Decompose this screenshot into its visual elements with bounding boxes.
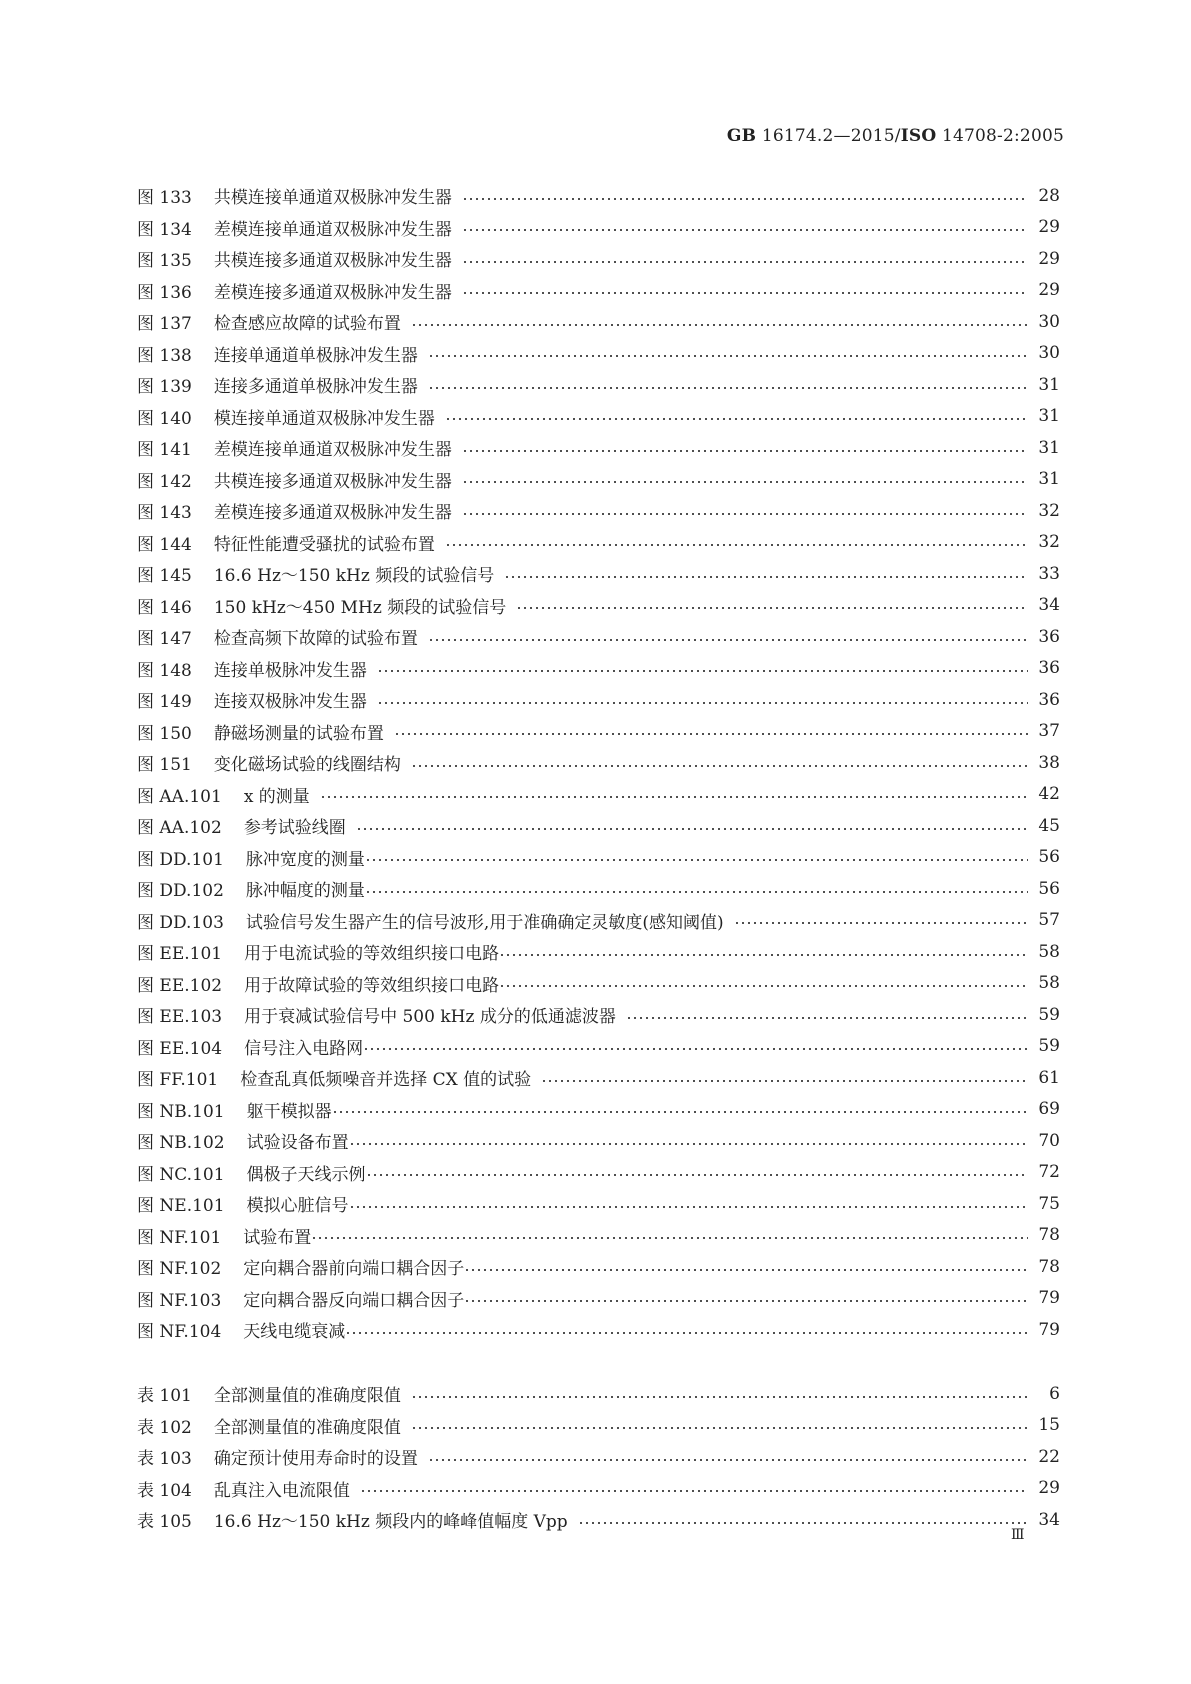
dot-leader — [349, 1143, 1029, 1145]
dot-leader — [462, 481, 1029, 483]
dot-leader — [428, 639, 1029, 641]
entry-page: 30 — [1038, 311, 1060, 332]
entry-title: 参考试验线圈 — [243, 818, 346, 839]
entry-title: 试验布置 — [243, 1227, 312, 1248]
dot-leader — [349, 1206, 1029, 1208]
dot-leader — [411, 324, 1029, 326]
dot-leader — [411, 1396, 1030, 1398]
entry-title: 检查高频下故障的试验布置 — [213, 629, 418, 650]
figure-entry — [137, 306, 1060, 338]
entry-page: 6 — [1049, 1383, 1060, 1404]
entry-title: 共模连接多通道双极脉冲发生器 — [213, 471, 452, 492]
entry-page: 32 — [1038, 500, 1060, 521]
entry-page: 36 — [1038, 658, 1060, 679]
dot-leader — [394, 733, 1029, 735]
entry-number: 图 140 — [137, 408, 192, 429]
entry-number: 图 NB.102 — [137, 1133, 225, 1154]
entry-title: 共模连接单通道双极脉冲发生器 — [213, 188, 452, 209]
dot-leader — [445, 418, 1029, 420]
figure-entry — [137, 527, 1060, 559]
figure-entry — [137, 1314, 1060, 1346]
entry-title: 试验信号发生器产生的信号波形,用于准确确定灵敏度(感知阈值) — [245, 912, 724, 933]
entry-title: 特征性能遭受骚扰的试验布置 — [213, 534, 435, 555]
entry-number: 图 151 — [137, 755, 192, 776]
dot-leader — [411, 1427, 1029, 1429]
entry-page: 37 — [1038, 721, 1060, 742]
dot-leader — [541, 1080, 1028, 1082]
entry-title: 信号注入电路网 — [244, 1038, 364, 1059]
entry-number: 图 NC.101 — [137, 1164, 225, 1185]
dot-leader — [504, 576, 1028, 578]
entry-page: 79 — [1038, 1319, 1060, 1340]
table-entry — [137, 1441, 1060, 1473]
entry-page: 36 — [1038, 626, 1060, 647]
entry-title: 偶极子天线示例 — [246, 1164, 366, 1185]
entry-number: 图 150 — [137, 723, 192, 744]
entry-title: 确定预计使用寿命时的设置 — [213, 1449, 418, 1470]
entry-title: 连接单极脉冲发生器 — [213, 660, 367, 681]
entry-number: 图 143 — [137, 503, 192, 524]
entry-title: 检查乱真低频噪音并选择 CX 值的试验 — [240, 1070, 532, 1091]
dot-leader — [365, 859, 1028, 861]
entry-number: 图 EE.101 — [137, 944, 223, 965]
figure-entry — [137, 243, 1060, 275]
entry-page: 29 — [1038, 280, 1060, 301]
entry-number: 图 138 — [137, 345, 192, 366]
entry-title: 定向耦合器反向端口耦合因子 — [243, 1290, 465, 1311]
dot-leader — [445, 544, 1029, 546]
dot-leader — [360, 1490, 1029, 1492]
entry-title: 差模连接多通道双极脉冲发生器 — [213, 503, 452, 524]
entry-title: x 的测量 — [243, 786, 310, 807]
entry-title: 全部测量值的准确度限值 — [213, 1417, 401, 1438]
entry-title: 脉冲幅度的测量 — [245, 881, 365, 902]
dot-leader — [499, 985, 1028, 987]
entry-number: 图 147 — [137, 629, 192, 650]
entry-number: 图 EE.103 — [137, 1007, 223, 1028]
entry-page: 34 — [1038, 1509, 1060, 1530]
figure-entry — [137, 873, 1060, 905]
figure-entry — [137, 842, 1060, 874]
figure-entry — [137, 1125, 1060, 1157]
entry-page: 33 — [1038, 563, 1060, 584]
entry-title: 试验设备布置 — [246, 1133, 349, 1154]
entry-page: 56 — [1038, 847, 1060, 868]
entry-number: 图 EE.104 — [137, 1038, 223, 1059]
figure-entry — [137, 905, 1060, 937]
table-entry — [137, 1378, 1060, 1410]
entry-page: 38 — [1038, 752, 1060, 773]
dot-leader — [626, 1017, 1029, 1019]
entry-page: 56 — [1038, 878, 1060, 899]
entry-page: 69 — [1038, 1099, 1060, 1120]
entry-page: 15 — [1038, 1415, 1060, 1436]
entry-title: 16.6 Hz～150 kHz 频段的试验信号 — [213, 566, 495, 587]
entry-title: 差模连接单通道双极脉冲发生器 — [213, 219, 452, 240]
entry-number: 图 NE.101 — [137, 1196, 225, 1217]
figure-entry — [137, 684, 1060, 716]
entry-page: 79 — [1038, 1288, 1060, 1309]
entry-number: 图 148 — [137, 660, 192, 681]
dot-leader — [366, 1174, 1029, 1176]
figure-entry — [137, 338, 1060, 370]
entry-title: 静磁场测量的试验布置 — [213, 723, 384, 744]
figure-entry — [137, 779, 1060, 811]
dot-leader — [345, 1332, 1028, 1334]
entry-title: 模拟心脏信号 — [246, 1196, 349, 1217]
entry-page: 34 — [1038, 595, 1060, 616]
entry-page: 31 — [1038, 406, 1060, 427]
figure-entry — [137, 1094, 1060, 1126]
dot-leader — [320, 796, 1029, 798]
entry-number: 表 102 — [137, 1417, 192, 1438]
figure-entry — [137, 1157, 1060, 1189]
entry-page: 32 — [1038, 532, 1060, 553]
entry-number: 图 149 — [137, 692, 192, 713]
entry-title: 乱真注入电流限值 — [213, 1480, 350, 1501]
dot-leader — [734, 922, 1029, 924]
entry-title: 用于衰减试验信号中 500 kHz 成分的低通滤波器 — [244, 1007, 616, 1028]
dot-leader — [363, 1048, 1028, 1050]
entry-number: 图 134 — [137, 219, 192, 240]
entry-number: 图 AA.102 — [137, 818, 222, 839]
entry-title: 用于故障试验的等效组织接口电路 — [244, 975, 500, 996]
entry-page: 31 — [1038, 469, 1060, 490]
figure-entry — [137, 432, 1060, 464]
entry-page: 58 — [1038, 973, 1060, 994]
entry-page: 59 — [1038, 1004, 1060, 1025]
figure-entry — [137, 936, 1060, 968]
entry-number: 图 145 — [137, 566, 192, 587]
entry-number: 图 141 — [137, 440, 192, 461]
entry-page: 31 — [1038, 374, 1060, 395]
figure-list — [137, 180, 1060, 1346]
entry-page: 29 — [1038, 217, 1060, 238]
entry-number: 图 FF.101 — [137, 1070, 219, 1091]
header-gb: GB — [726, 126, 757, 146]
figure-entry — [137, 212, 1060, 244]
entry-number: 表 105 — [137, 1512, 192, 1533]
entry-page: 30 — [1038, 343, 1060, 364]
dot-leader — [428, 387, 1029, 389]
entry-number: 图 DD.102 — [137, 881, 224, 902]
entry-title: 连接多通道单极脉冲发生器 — [213, 377, 418, 398]
dot-leader — [311, 1237, 1028, 1239]
figure-entry — [137, 747, 1060, 779]
table-entry — [137, 1473, 1060, 1505]
entry-title: 变化磁场试验的线圈结构 — [213, 755, 401, 776]
entry-number: 图 146 — [137, 597, 192, 618]
dot-leader — [411, 765, 1029, 767]
figure-entry — [137, 1188, 1060, 1220]
dot-leader — [462, 198, 1029, 200]
entry-number: 图 AA.101 — [137, 786, 222, 807]
entry-title: 共模连接多通道双极脉冲发生器 — [213, 251, 452, 272]
dot-leader — [332, 1111, 1029, 1113]
entry-number: 图 DD.103 — [137, 912, 224, 933]
entry-number: 图 133 — [137, 188, 192, 209]
table-list — [137, 1378, 1060, 1536]
dot-leader — [428, 355, 1029, 357]
entry-number: 图 NF.101 — [137, 1227, 222, 1248]
entry-number: 表 104 — [137, 1480, 192, 1501]
figure-entry — [137, 369, 1060, 401]
dot-leader — [377, 670, 1029, 672]
entry-page: 28 — [1038, 185, 1060, 206]
entry-title: 脉冲宽度的测量 — [245, 849, 365, 870]
entry-page: 78 — [1038, 1225, 1060, 1246]
entry-page: 75 — [1038, 1193, 1060, 1214]
entry-page: 61 — [1038, 1067, 1060, 1088]
figure-entry — [137, 1283, 1060, 1315]
entry-title: 定向耦合器前向端口耦合因子 — [243, 1259, 465, 1280]
dot-leader — [462, 513, 1029, 515]
figure-entry — [137, 464, 1060, 496]
figure-entry — [137, 968, 1060, 1000]
entry-title: 躯干模拟器 — [246, 1101, 332, 1122]
header-iso: ISO — [900, 126, 937, 146]
table-entry — [137, 1504, 1060, 1536]
entry-page: 57 — [1038, 910, 1060, 931]
dot-leader — [499, 954, 1028, 956]
standard-number-header — [727, 126, 1064, 146]
entry-number: 图 142 — [137, 471, 192, 492]
header-number-1: 16174.2—2015/ — [761, 126, 901, 146]
entry-page: 36 — [1038, 689, 1060, 710]
entry-number: 图 NF.102 — [137, 1259, 222, 1280]
figure-entry — [137, 1251, 1060, 1283]
entry-number: 图 NF.103 — [137, 1290, 222, 1311]
entry-number: 图 135 — [137, 251, 192, 272]
entry-page: 22 — [1038, 1446, 1060, 1467]
dot-leader — [464, 1300, 1028, 1302]
entry-page: 70 — [1038, 1130, 1060, 1151]
dot-leader — [578, 1522, 1029, 1524]
dot-leader — [462, 229, 1029, 231]
entry-title: 检查感应故障的试验布置 — [213, 314, 401, 335]
figure-entry — [137, 558, 1060, 590]
dot-leader — [365, 891, 1028, 893]
entry-title: 150 kHz～450 MHz 频段的试验信号 — [213, 597, 507, 618]
entry-title: 天线电缆衰减 — [243, 1322, 346, 1343]
figure-entry — [137, 810, 1060, 842]
entry-number: 图 139 — [137, 377, 192, 398]
table-entry — [137, 1410, 1060, 1442]
entry-number: 图 137 — [137, 314, 192, 335]
entry-number: 图 DD.101 — [137, 849, 224, 870]
figure-entry — [137, 1031, 1060, 1063]
figure-entry — [137, 495, 1060, 527]
page-folio: Ⅲ — [1011, 1527, 1025, 1543]
dot-leader — [462, 292, 1029, 294]
figure-entry — [137, 1062, 1060, 1094]
entry-number: 表 101 — [137, 1386, 192, 1407]
entry-number: 图 EE.102 — [137, 975, 223, 996]
entry-title: 差模连接多通道双极脉冲发生器 — [213, 282, 452, 303]
figure-entry — [137, 621, 1060, 653]
figure-entry — [137, 653, 1060, 685]
entry-page: 78 — [1038, 1256, 1060, 1277]
entry-number: 图 136 — [137, 282, 192, 303]
entry-page: 45 — [1038, 815, 1060, 836]
figure-entry — [137, 401, 1060, 433]
entry-page: 31 — [1038, 437, 1060, 458]
entry-page: 29 — [1038, 248, 1060, 269]
header-number-2: 14708-2:2005 — [941, 126, 1064, 146]
dot-leader — [356, 828, 1029, 830]
figure-entry — [137, 590, 1060, 622]
entry-page: 42 — [1038, 784, 1060, 805]
entry-page: 72 — [1038, 1162, 1060, 1183]
entry-number: 图 NF.104 — [137, 1322, 222, 1343]
dot-leader — [377, 702, 1029, 704]
dot-leader — [464, 1269, 1028, 1271]
entry-page: 59 — [1038, 1036, 1060, 1057]
entry-title: 模连接单通道双极脉冲发生器 — [213, 408, 435, 429]
dot-leader — [462, 450, 1029, 452]
entry-title: 连接双极脉冲发生器 — [213, 692, 367, 713]
figure-entry — [137, 999, 1060, 1031]
figure-entry — [137, 1220, 1060, 1252]
entry-number: 表 103 — [137, 1449, 192, 1470]
dot-leader — [516, 607, 1028, 609]
figure-entry — [137, 180, 1060, 212]
dot-leader — [428, 1459, 1029, 1461]
entry-title: 差模连接单通道双极脉冲发生器 — [213, 440, 452, 461]
entry-title: 连接单通道单极脉冲发生器 — [213, 345, 418, 366]
entry-page: 29 — [1038, 1478, 1060, 1499]
entry-title: 用于电流试验的等效组织接口电路 — [244, 944, 500, 965]
entry-number: 图 NB.101 — [137, 1101, 225, 1122]
entry-page: 58 — [1038, 941, 1060, 962]
dot-leader — [462, 261, 1029, 263]
entry-title: 16.6 Hz～150 kHz 频段内的峰峰值幅度 Vpp — [213, 1512, 568, 1533]
entry-title: 全部测量值的准确度限值 — [213, 1386, 401, 1407]
entry-number: 图 144 — [137, 534, 192, 555]
figure-entry — [137, 275, 1060, 307]
figure-entry — [137, 716, 1060, 748]
